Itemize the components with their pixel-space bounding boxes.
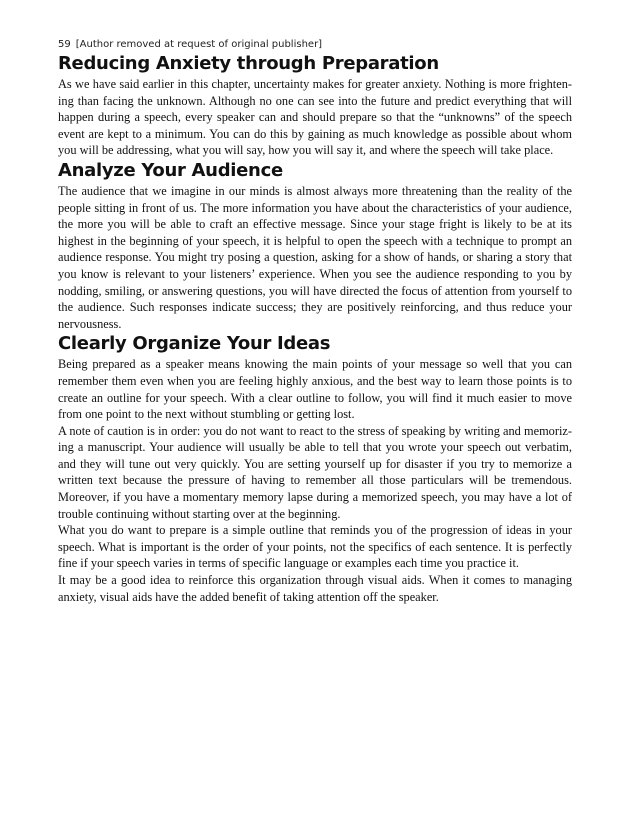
paragraph: Being prepared as a speaker means knowing the main points of your message so well that you can remember them even when you are feeling highly anxious, and the best way to learn those points is to create an outline for your speech. With a clear outline to follow, you will find it much easier to move from one point to the next without stumbling or getting lost. bbox=[58, 357, 572, 422]
running-head bbox=[58, 38, 572, 52]
section-heading-analyze-audience: Analyze Your Audience bbox=[58, 159, 283, 181]
paragraph: The audience that we imagine in our minds is almost always more threatening than the reality of the people sitting in front of us. The more information you have about the characteristics of your audience, the more you will be able to craft an effective message. Since your stage fright is likely to be at its highest in the beginning of your speech, it is helpful to open the speech with a technique to prompt an audience response. You might try posing a question, asking for a show of hands, or sharing a story that you know is relevant to your listeners’ experience. When you see the audience responding to you by nodding, smiling, or answering questions, you will have directed the focus of attention from yourself to the audience. Such responses indicate success; they are positively reinforcing, and thus reduce your nervousness. bbox=[58, 183, 572, 331]
paragraph: It may be a good idea to reinforce this organization through visual aids. When it comes to managing anxiety, visual aids have the added benefit of taking attention off the speaker. bbox=[58, 573, 572, 604]
paragraph: As we have said earlier in this chapter, uncertainty makes for greater anxiety. Nothing is more frightening than facing the unknown. Although no one can see into the future and predict everything that will happen during a speech, every speaker can and should prepare so that the “unknowns” of the speech event are kept to a minimum. You can do this by gaining as much knowledge as possible about whom you will be addressing, what you will say, how you will say it, and where the speech will take place. bbox=[58, 77, 572, 158]
paragraph: What you do want to prepare is a simple outline that reminds you of the progression of ideas in your speech. What is important is the order of your points, not the specifics of each sentence. It is perfectly fine if your speech varies in terms of specific language or examples each time you practice it. bbox=[58, 523, 572, 571]
paragraph: A note of caution is in order: you do not want to react to the stress of speaking by writing and memorizing a manuscript. Your audience will usually be able to tell that you wrote your speech out verbatim, and they will tune out very quickly. You are setting yourself up for disaster if you try to memorize a written text because the pressure of having to remember all those particulars will be tremendous. Moreover, if you have a momentary memory lapse during a memorized speech, you may have a lot of trouble continuing without starting over at the beginning. bbox=[58, 423, 572, 521]
running-head-text: [Author removed at request of original publisher] bbox=[75, 39, 323, 50]
section-heading-organize-ideas: Clearly Organize Your Ideas bbox=[58, 333, 331, 355]
section-heading-reducing-anxiety: Reducing Anxiety through Preparation bbox=[58, 53, 439, 74]
page-number: 59 bbox=[58, 39, 71, 50]
